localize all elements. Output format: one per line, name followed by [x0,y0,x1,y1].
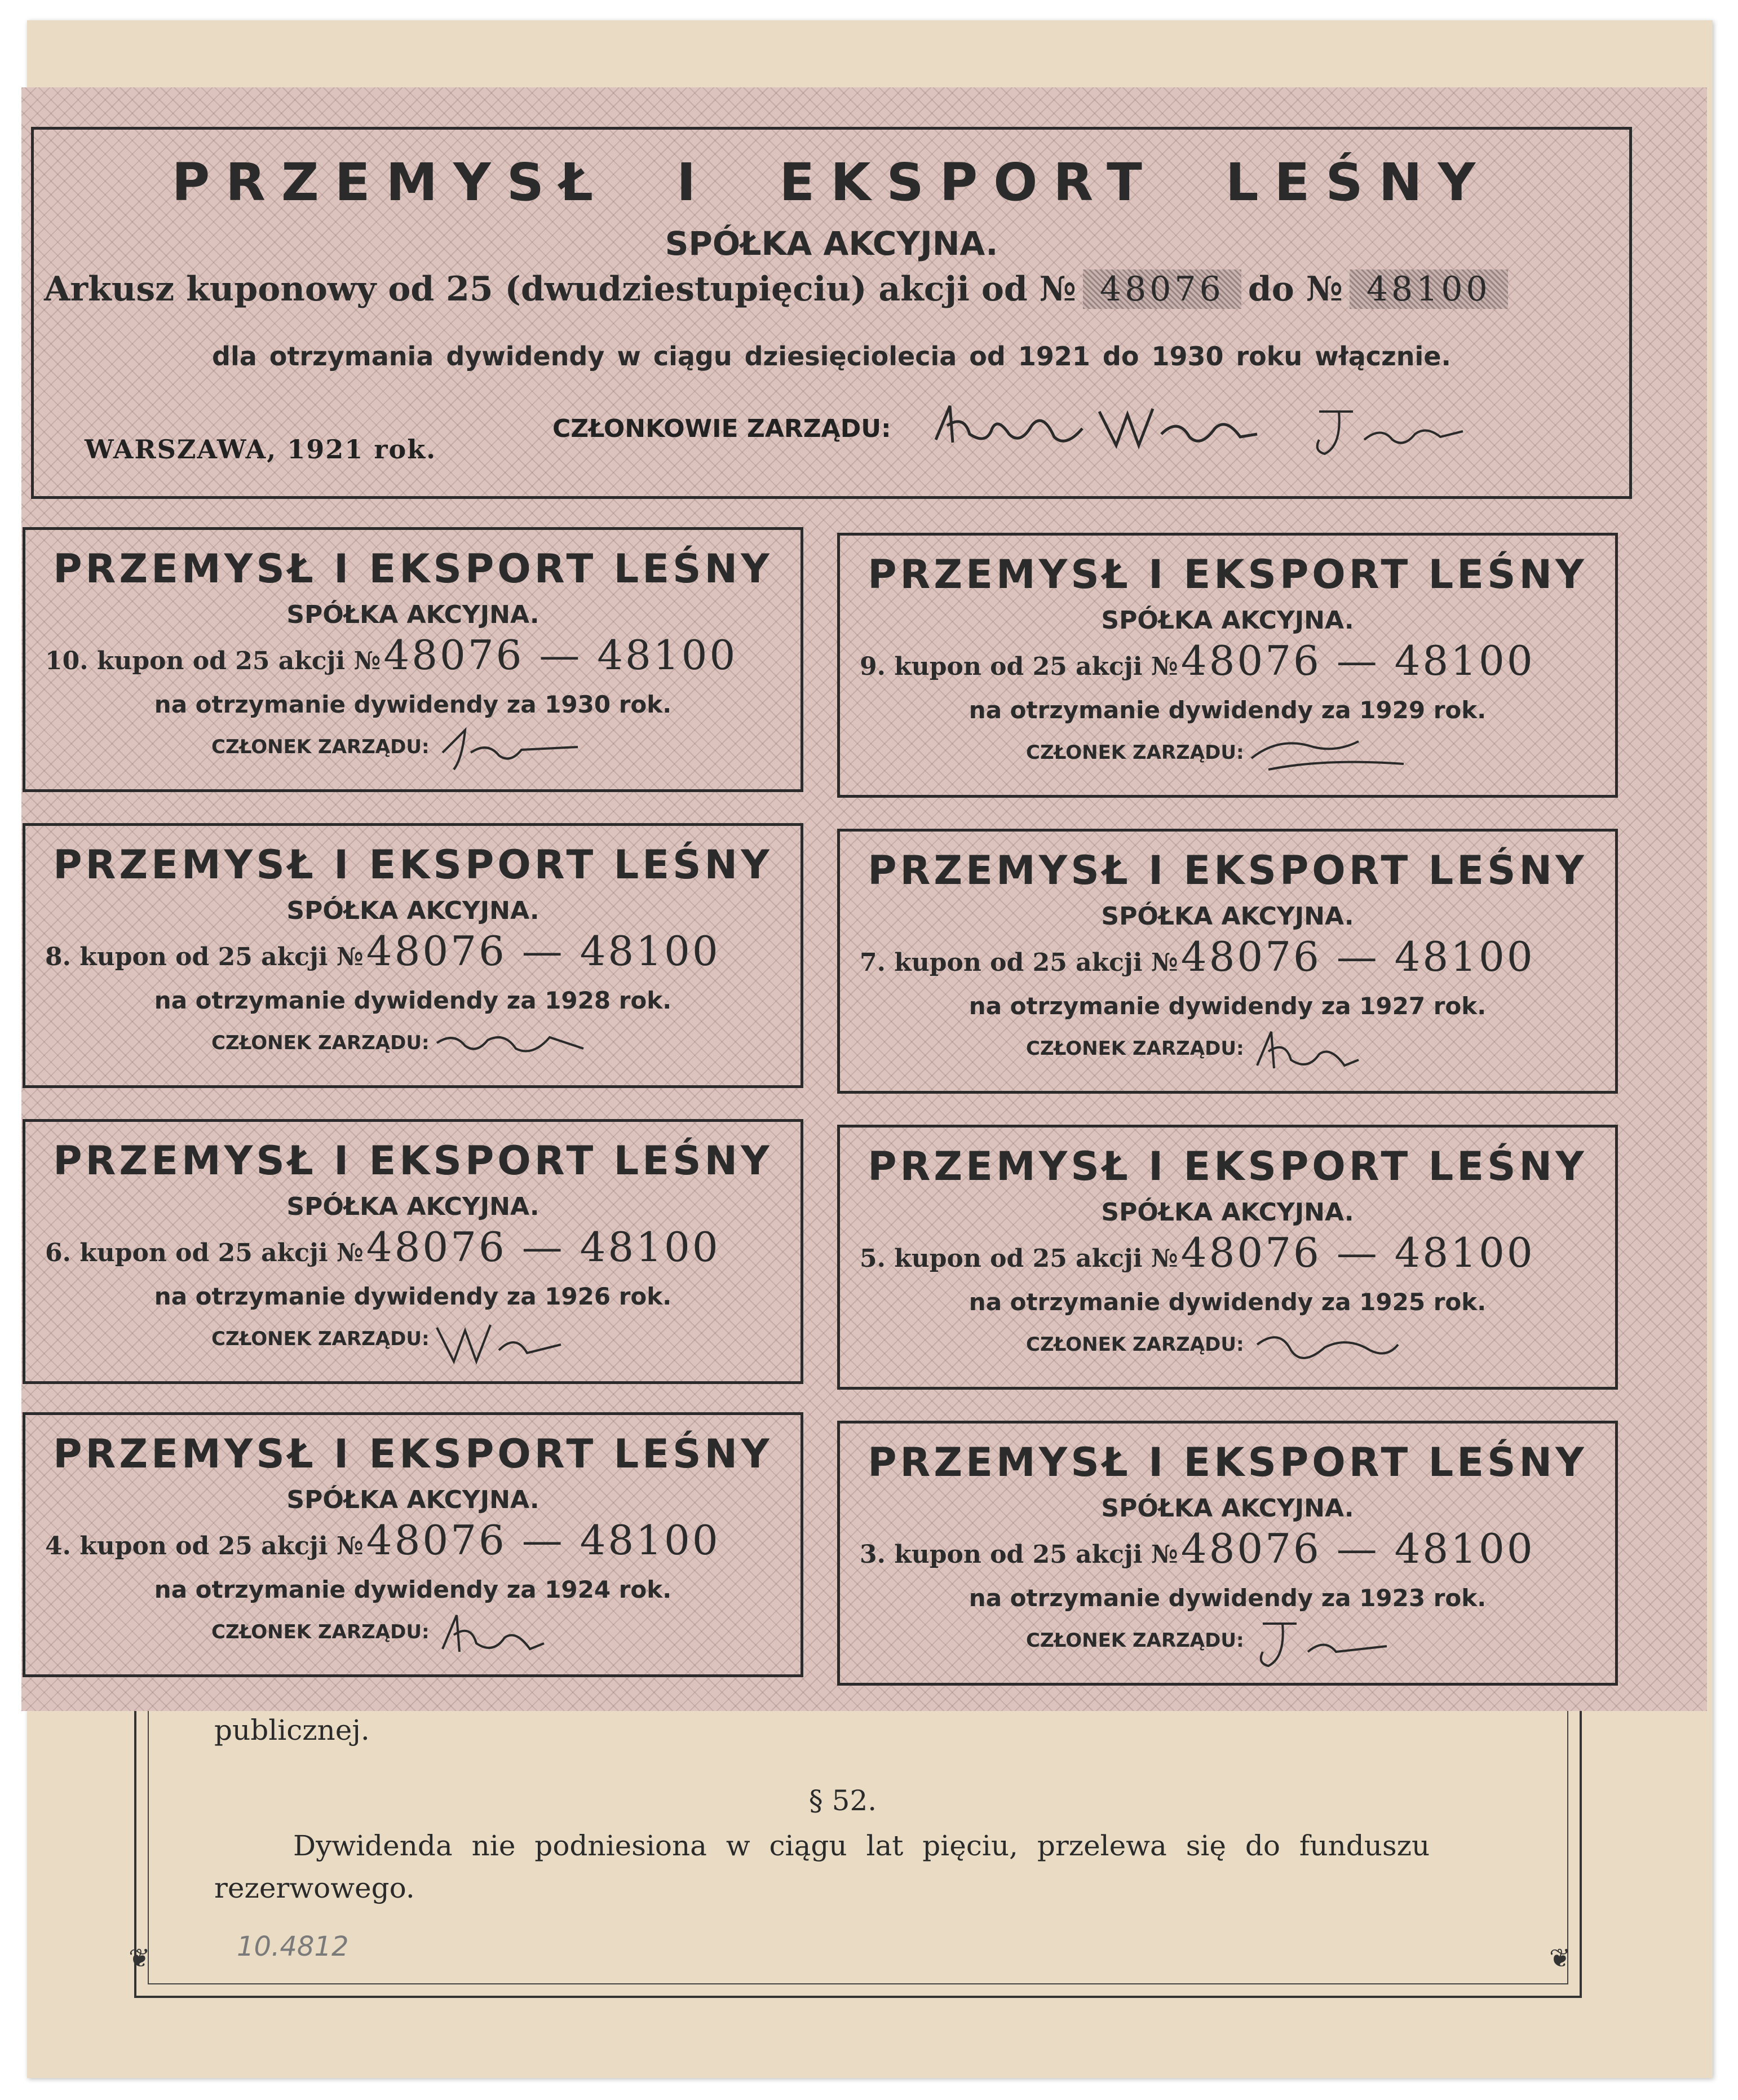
coupon-label: 9. kupon od 25 akcji № [860,652,1178,681]
issue-place-date: WARSZAWA, 1921 rok. [85,434,437,465]
coupon-label: 6. kupon od 25 akcji № [45,1239,364,1267]
signature [431,1311,600,1375]
coupon-board-label: CZŁONEK ZARZĄDU: [211,736,430,758]
coupon-label: 10. kupon od 25 akcji № [45,647,381,675]
coupon [837,1125,1618,1390]
coupon [23,823,803,1088]
signature [1302,400,1471,462]
coupon-label: 8. kupon od 25 akcji № [45,943,364,971]
coupon-subtitle: SPÓŁKA AKCYJNA. [1101,1198,1354,1227]
coupon-dividend: na otrzymanie dywidendy za 1929 rok. [968,696,1487,724]
coupon-board-label: CZŁONEK ZARZĄDU: [1026,1629,1244,1652]
coupon [837,1421,1618,1686]
coupon-range: 48076 — 48100 [366,927,720,975]
coupon-range: 48076 — 48100 [1180,637,1535,684]
coupon-board-label: CZŁONEK ZARZĄDU: [1026,1333,1244,1356]
coupon-label: 3. kupon od 25 akcji № [860,1540,1178,1569]
signature [1094,395,1263,457]
sheet-description [44,269,1515,309]
signature [1246,1612,1415,1677]
coupon-number-line [45,1517,720,1564]
pencil-note: 10.4812 [237,1931,349,1962]
coupon-title: PRZEMYSŁ I EKSPORT LEŚNY [868,847,1587,894]
corner-ornament: ❦ [1549,1943,1571,1973]
section-number: § 52. [808,1784,877,1817]
coupon [837,533,1618,798]
coupon-number-line [45,927,720,975]
coupon-title: PRZEMYSŁ I EKSPORT LEŚNY [868,551,1587,598]
coupon-title: PRZEMYSŁ I EKSPORT LEŚNY [868,1143,1587,1190]
legal-text-line: rezerwowego. [214,1872,415,1904]
coupon-subtitle: SPÓŁKA AKCYJNA. [286,1486,539,1514]
coupon [23,527,803,792]
coupon-dividend: na otrzymanie dywidendy za 1926 rok. [154,1283,672,1310]
coupon-title: PRZEMYSŁ I EKSPORT LEŚNY [53,1138,773,1184]
coupon [837,829,1618,1094]
company-title: PRZEMYSŁ I EKSPORT LEŚNY [171,152,1492,213]
coupon-dividend: na otrzymanie dywidendy za 1927 rok. [968,992,1487,1020]
coupon-number-line [860,1229,1535,1276]
coupon-subtitle: SPÓŁKA AKCYJNA. [1101,902,1354,931]
coupon-dividend: na otrzymanie dywidendy za 1925 rok. [968,1288,1487,1316]
signature [1246,1020,1415,1085]
dividend-period: dla otrzymania dywidendy w ciągu dziesięciolecia od 1921 do 1930 roku włącznie. [212,341,1451,372]
coupon-title: PRZEMYSŁ I EKSPORT LEŚNY [53,842,773,888]
signature [431,1015,600,1079]
coupon-range: 48076 — 48100 [1180,1525,1535,1572]
coupon-number-line [860,637,1535,684]
board-label: CZŁONKOWIE ZARZĄDU: [552,414,891,443]
coupon [23,1412,803,1677]
coupon-title: PRZEMYSŁ I EKSPORT LEŚNY [53,546,773,592]
coupon-dividend: na otrzymanie dywidendy za 1923 rok. [968,1584,1487,1612]
to-label: do № [1248,269,1343,309]
coupon-number-line [45,1223,720,1271]
coupon-dividend: na otrzymanie dywidendy za 1930 rok. [154,691,672,718]
coupon-dividend: na otrzymanie dywidendy za 1924 rok. [154,1576,672,1603]
coupon-range: 48076 — 48100 [366,1223,720,1271]
sheet-header [31,127,1632,499]
coupon-label: 4. kupon od 25 akcji № [45,1532,364,1560]
signature [1246,1316,1415,1381]
coupon-dividend: na otrzymanie dywidendy za 1928 rok. [154,987,672,1014]
coupon-number-line [860,933,1535,980]
from-number: 48076 [1083,269,1241,309]
coupon-number-line [45,631,737,679]
from-label: od № [981,269,1076,309]
coupon-title: PRZEMYSŁ I EKSPORT LEŚNY [53,1431,773,1477]
coupon-subtitle: SPÓŁKA AKCYJNA. [1101,1494,1354,1523]
coupon-board-label: CZŁONEK ZARZĄDU: [1026,741,1244,764]
coupon-board-label: CZŁONEK ZARZĄDU: [211,1328,430,1350]
coupon-number-line [860,1525,1535,1572]
coupon-range: 48076 — 48100 [366,1517,720,1564]
coupon-subtitle: SPÓŁKA AKCYJNA. [286,600,539,629]
coupon-subtitle: SPÓŁKA AKCYJNA. [286,896,539,925]
corner-ornament: ❦ [129,1943,151,1973]
signature [1246,724,1415,789]
coupon-label: 5. kupon od 25 akcji № [860,1244,1178,1273]
coupon-range: 48076 — 48100 [383,631,738,679]
coupon-board-label: CZŁONEK ZARZĄDU: [1026,1037,1244,1060]
legal-text-line: Dywidenda nie podniesiona w ciągu lat pięciu, przelewa się do funduszu [293,1829,1430,1862]
company-subtitle: SPÓŁKA AKCYJNA. [665,224,998,263]
to-number: 48100 [1350,269,1508,309]
signature [431,719,600,783]
coupon-title: PRZEMYSŁ I EKSPORT LEŚNY [868,1439,1587,1486]
coupon-subtitle: SPÓŁKA AKCYJNA. [286,1192,539,1221]
coupon-board-label: CZŁONEK ZARZĄDU: [211,1032,430,1054]
coupon-label: 7. kupon od 25 akcji № [860,948,1178,977]
coupon-board-label: CZŁONEK ZARZĄDU: [211,1621,430,1643]
coupon-range: 48076 — 48100 [1180,933,1535,980]
coupon [23,1119,803,1384]
signature [431,1604,600,1668]
sheet-prefix: Arkusz kuponowy od 25 (dwudziestupięciu) akcji [44,269,970,309]
coupon-subtitle: SPÓŁKA AKCYJNA. [1101,606,1354,635]
legal-text-fragment: publicznej. [214,1714,370,1747]
coupon-range: 48076 — 48100 [1180,1229,1535,1276]
signature [925,395,1094,457]
